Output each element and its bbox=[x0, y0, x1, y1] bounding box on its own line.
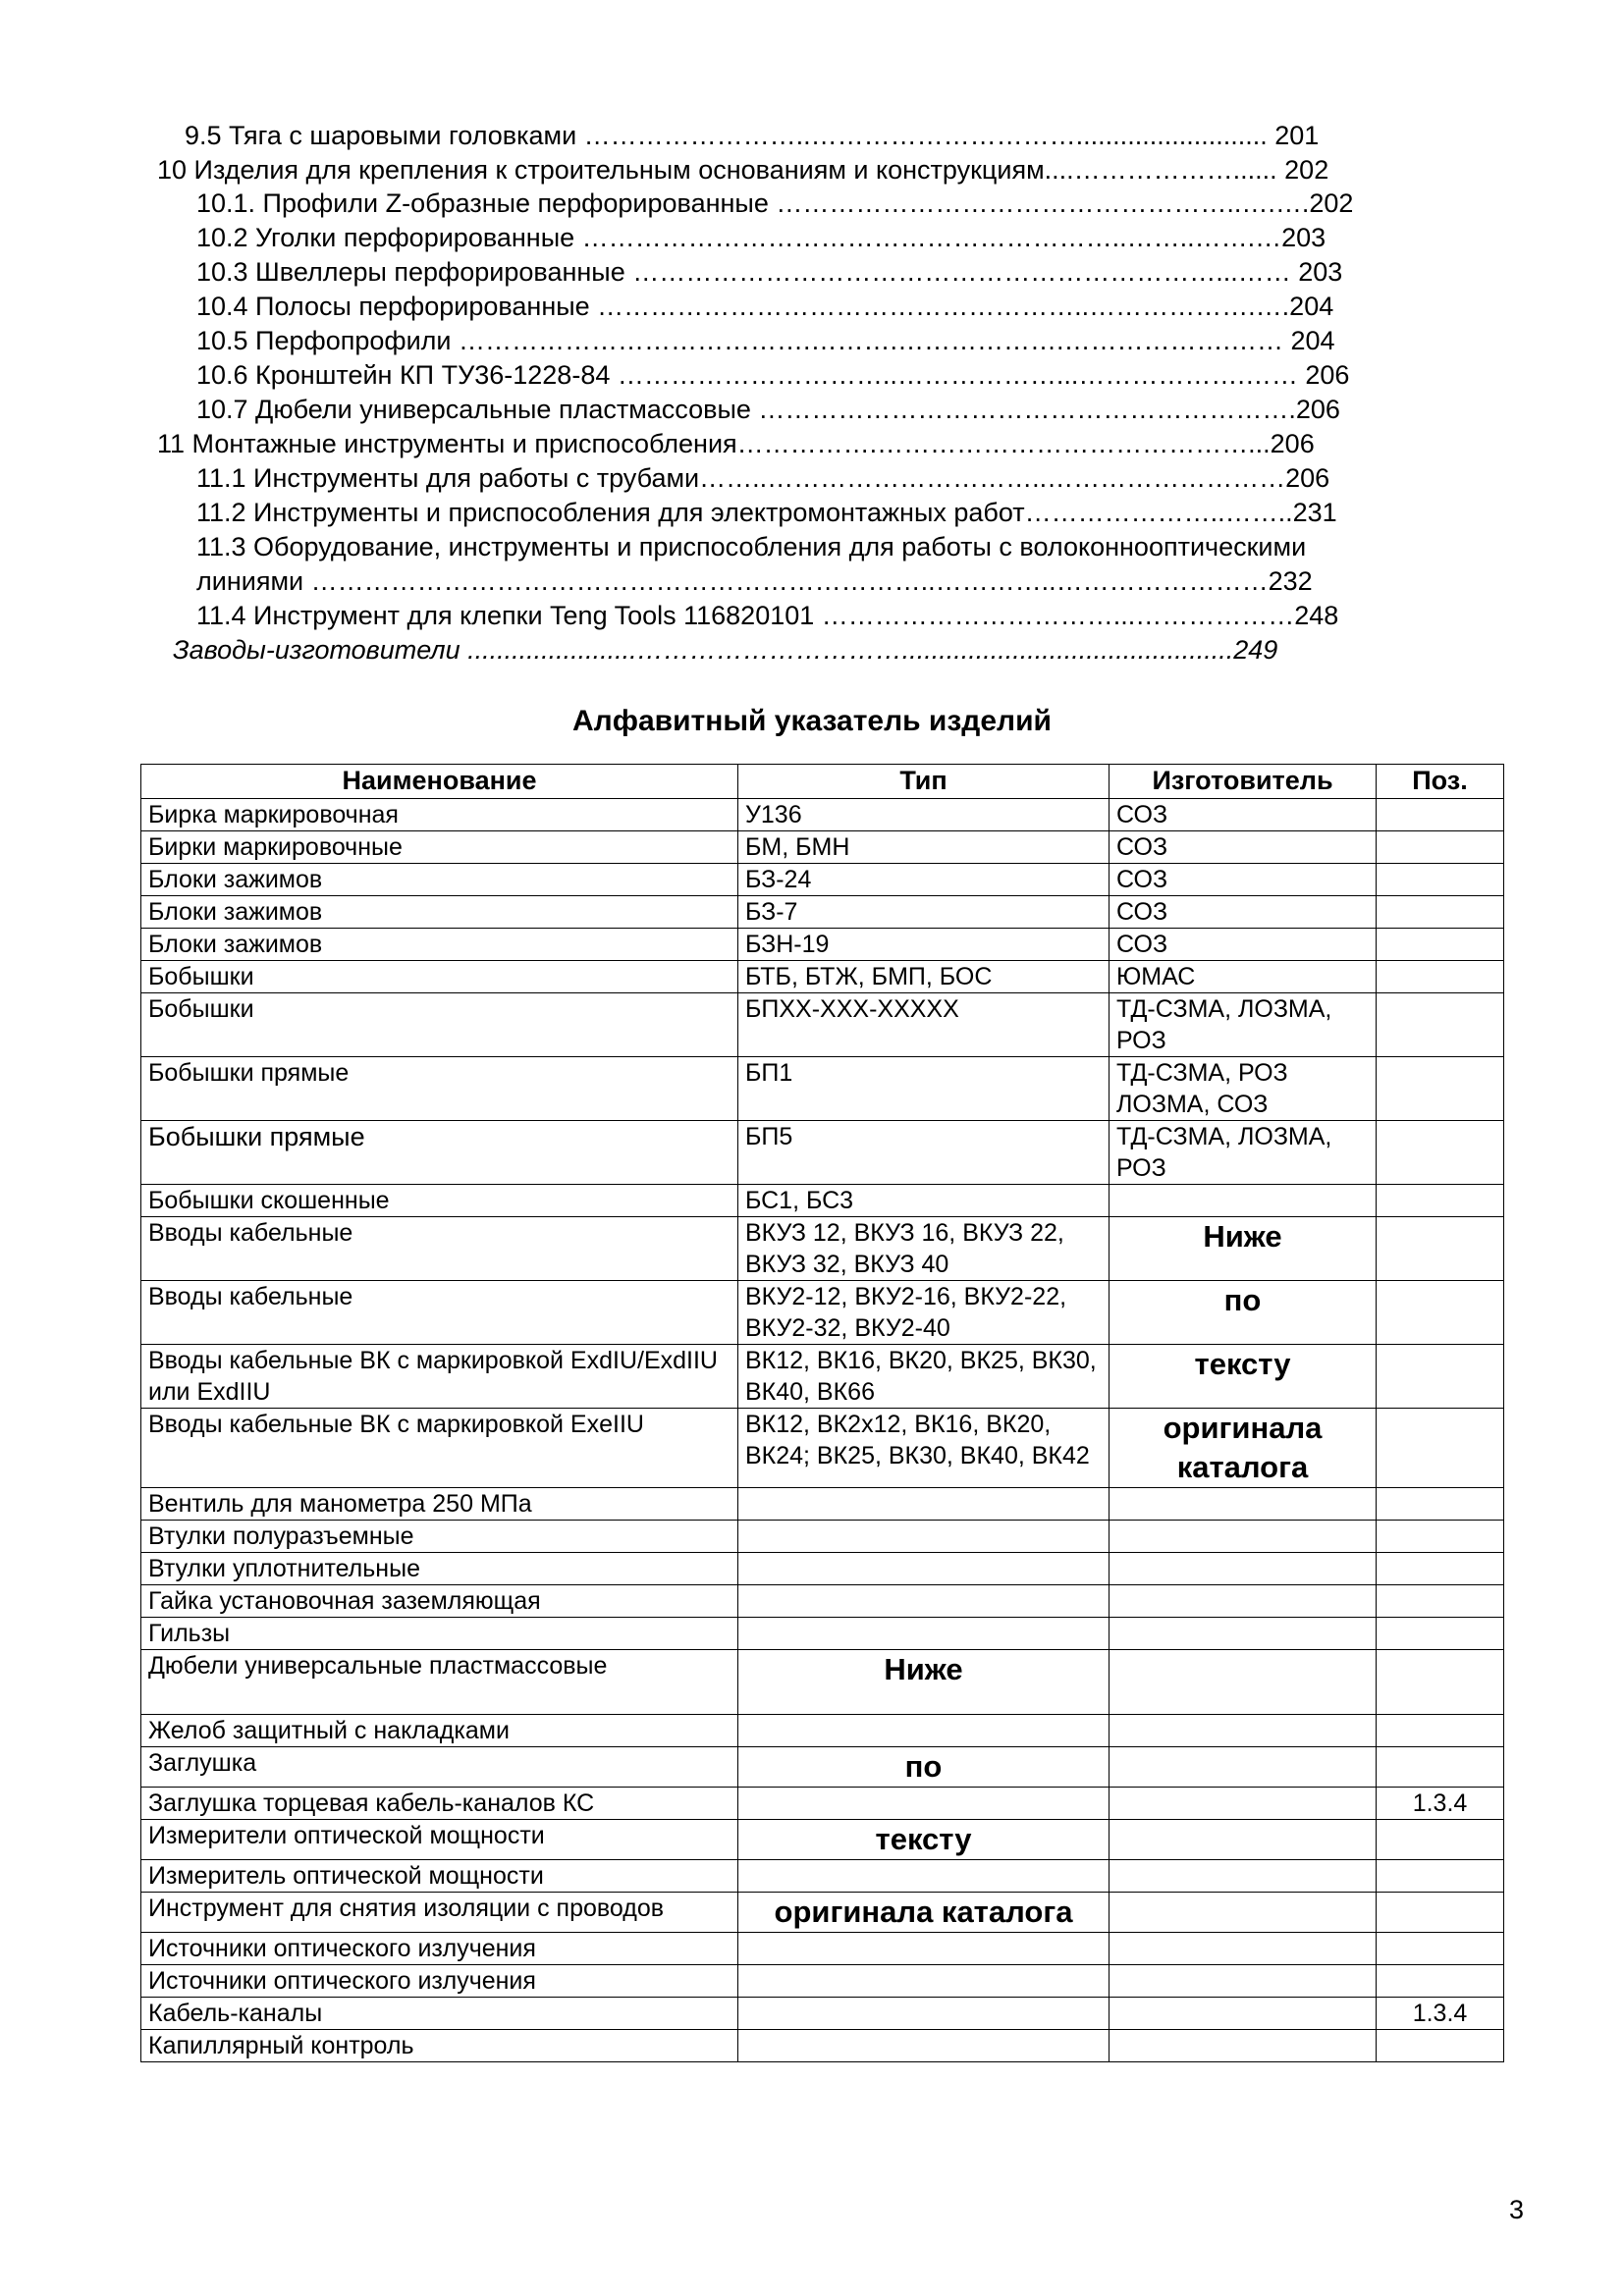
cell-name: Блоки зажимов bbox=[141, 929, 738, 961]
table-header-row bbox=[141, 765, 1504, 799]
toc-entry: 11.2 Инструменты и приспособления для электромонтажных работ…………………..……..231 bbox=[196, 498, 1337, 527]
cell-type: БПХХ-ХХХ-ХХХХХ bbox=[738, 993, 1110, 1057]
cell-pos: 1.3.4 bbox=[1377, 1998, 1504, 2030]
toc-entry: 10.2 Уголки перфорированные ……………………………………………………..……..…….…203 bbox=[196, 223, 1326, 252]
cell-type bbox=[738, 1585, 1110, 1618]
cell-maker: ТД-СЗМА, ЛОЗМА, РОЗ bbox=[1110, 1121, 1377, 1185]
cell-type bbox=[738, 1998, 1110, 2030]
cell-pos bbox=[1377, 961, 1504, 993]
cell-pos bbox=[1377, 1650, 1504, 1715]
page-number: 3 bbox=[1508, 2195, 1524, 2224]
table-row bbox=[141, 1893, 1504, 1933]
cell-pos bbox=[1377, 864, 1504, 896]
cell-maker: ТД-СЗМА, ЛОЗМА, РОЗ bbox=[1110, 993, 1377, 1057]
cell-maker: оригинала каталога bbox=[1110, 1409, 1377, 1488]
cell-maker bbox=[1110, 1618, 1377, 1650]
table-row bbox=[141, 1553, 1504, 1585]
cell-pos bbox=[1377, 1618, 1504, 1650]
cell-name: Бобышки прямые bbox=[141, 1121, 738, 1185]
column-header: Изготовитель bbox=[1110, 765, 1377, 799]
table-row bbox=[141, 1618, 1504, 1650]
cell-pos bbox=[1377, 1057, 1504, 1121]
cell-type: БТБ, БТЖ, БМП, БОС bbox=[738, 961, 1110, 993]
toc-entry: 11 Монтажные инструменты и приспособления…………….……………………………………...206 bbox=[157, 429, 1315, 458]
cell-name: Измеритель оптической мощности bbox=[141, 1860, 738, 1893]
table-row bbox=[141, 1185, 1504, 1217]
cell-maker: ТД-СЗМА, РОЗ ЛОЗМА, СОЗ bbox=[1110, 1057, 1377, 1121]
cell-type bbox=[738, 1618, 1110, 1650]
table-row bbox=[141, 1521, 1504, 1553]
cell-maker bbox=[1110, 1820, 1377, 1860]
table-row bbox=[141, 1409, 1504, 1488]
cell-maker bbox=[1110, 1965, 1377, 1998]
cell-name: Бобышки прямые bbox=[141, 1057, 738, 1121]
toc-entry: 10.4 Полосы перфорированные ………………………………………………..……………….….204 bbox=[196, 292, 1334, 321]
cell-type: БЗ-7 bbox=[738, 896, 1110, 929]
cell-name: Желоб защитный с накладками bbox=[141, 1715, 738, 1747]
toc-entry: 11.1 Инструменты для работы с трубами……..…………………………..………………………206 bbox=[196, 463, 1330, 493]
table-row bbox=[141, 1788, 1504, 1820]
toc-entry: 11.3 Оборудование, инструменты и приспособления для работы с волоконнооптическими bbox=[196, 532, 1307, 561]
cell-pos bbox=[1377, 1409, 1504, 1488]
table-row bbox=[141, 1281, 1504, 1345]
cell-type bbox=[738, 1553, 1110, 1585]
cell-maker bbox=[1110, 1933, 1377, 1965]
cell-pos bbox=[1377, 1933, 1504, 1965]
cell-pos bbox=[1377, 1585, 1504, 1618]
cell-maker: СОЗ bbox=[1110, 896, 1377, 929]
table-row bbox=[141, 1345, 1504, 1409]
cell-pos bbox=[1377, 993, 1504, 1057]
cell-pos bbox=[1377, 896, 1504, 929]
table-row bbox=[141, 1820, 1504, 1860]
table-row bbox=[141, 1933, 1504, 1965]
cell-name: Бобышки скошенные bbox=[141, 1185, 738, 1217]
cell-type bbox=[738, 1933, 1110, 1965]
toc-entry: 10.3 Швеллеры перфорированные …………………………………………………………...…… 203 bbox=[196, 257, 1343, 287]
product-index-table bbox=[140, 764, 1504, 2062]
cell-maker bbox=[1110, 1715, 1377, 1747]
cell-type: по bbox=[738, 1747, 1110, 1788]
table-row bbox=[141, 1121, 1504, 1185]
cell-type bbox=[738, 1788, 1110, 1820]
cell-maker bbox=[1110, 1553, 1377, 1585]
cell-type bbox=[738, 1521, 1110, 1553]
cell-maker bbox=[1110, 2030, 1377, 2062]
cell-maker bbox=[1110, 1893, 1377, 1933]
table-row bbox=[141, 1860, 1504, 1893]
toc-entry: 10.7 Дюбели универсальные пластмассовые …………………………………………………….206 bbox=[196, 395, 1340, 424]
cell-maker bbox=[1110, 1521, 1377, 1553]
cell-type: ВК12, ВК2х12, ВК16, ВК20, ВК24; ВК25, ВК30, ВК40, ВК42 bbox=[738, 1409, 1110, 1488]
table-row bbox=[141, 1965, 1504, 1998]
cell-type: БС1, БС3 bbox=[738, 1185, 1110, 1217]
index-title: Алфавитный указатель изделий bbox=[572, 705, 1052, 737]
table-row bbox=[141, 1715, 1504, 1747]
table-row bbox=[141, 896, 1504, 929]
toc-entry: 10.1. Профили Z-образные перфорированные ……………………………………………..….….202 bbox=[196, 188, 1354, 218]
cell-pos bbox=[1377, 1185, 1504, 1217]
table-row bbox=[141, 993, 1504, 1057]
toc-entry: 9.5 Тяга с шаровыми головками ……………………..………………………….......................... 201 bbox=[185, 121, 1320, 150]
cell-maker: тексту bbox=[1110, 1345, 1377, 1409]
toc-entry: 10 Изделия для крепления к строительным основаниям и конструкциям....………………...... 202 bbox=[157, 155, 1329, 185]
cell-type: оригинала каталога bbox=[738, 1893, 1110, 1933]
table-row bbox=[141, 2030, 1504, 2062]
cell-name: Источники оптического излучения bbox=[141, 1965, 738, 1998]
cell-pos bbox=[1377, 2030, 1504, 2062]
cell-pos bbox=[1377, 1281, 1504, 1345]
cell-name: Инструмент для снятия изоляции с проводов bbox=[141, 1893, 738, 1933]
cell-pos bbox=[1377, 1715, 1504, 1747]
toc-entry: Заводы-изготовители .......................………………………….............................................249 bbox=[173, 635, 1278, 665]
cell-name: Гайка установочная заземляющая bbox=[141, 1585, 738, 1618]
cell-name: Бобышки bbox=[141, 961, 738, 993]
table-row bbox=[141, 1057, 1504, 1121]
cell-maker bbox=[1110, 1488, 1377, 1521]
cell-pos bbox=[1377, 1217, 1504, 1281]
cell-type: У136 bbox=[738, 799, 1110, 831]
cell-maker: СОЗ bbox=[1110, 799, 1377, 831]
cell-pos bbox=[1377, 1121, 1504, 1185]
table-row bbox=[141, 1650, 1504, 1715]
cell-type: Ниже bbox=[738, 1650, 1110, 1715]
cell-type bbox=[738, 1715, 1110, 1747]
cell-maker: СОЗ bbox=[1110, 864, 1377, 896]
cell-name: Кабель-каналы bbox=[141, 1998, 738, 2030]
column-header: Тип bbox=[738, 765, 1110, 799]
table-row bbox=[141, 1488, 1504, 1521]
cell-pos bbox=[1377, 1521, 1504, 1553]
cell-name: Вводы кабельные ВК с маркировкой ExdIU/ExdIIU или ExdIIU bbox=[141, 1345, 738, 1409]
column-header: Наименование bbox=[141, 765, 738, 799]
toc-entry: 10.6 Кронштейн КП ТУ36-1228-84 …………………………..………………...……………….…… 206 bbox=[196, 360, 1350, 390]
table-row bbox=[141, 1217, 1504, 1281]
cell-name: Втулки полуразъемные bbox=[141, 1521, 738, 1553]
cell-maker bbox=[1110, 1585, 1377, 1618]
cell-maker bbox=[1110, 1860, 1377, 1893]
cell-type bbox=[738, 2030, 1110, 2062]
cell-name: Заглушка bbox=[141, 1747, 738, 1788]
cell-type: ВКУ2-12, ВКУ2-16, ВКУ2-22, ВКУ2-32, ВКУ2-40 bbox=[738, 1281, 1110, 1345]
cell-name: Гильзы bbox=[141, 1618, 738, 1650]
cell-type: тексту bbox=[738, 1820, 1110, 1860]
cell-pos bbox=[1377, 831, 1504, 864]
cell-name: Вентиль для манометра 250 МПа bbox=[141, 1488, 738, 1521]
cell-name: Втулки уплотнительные bbox=[141, 1553, 738, 1585]
cell-name: Заглушка торцевая кабель-каналов КС bbox=[141, 1788, 738, 1820]
toc-entry: линиями ……………………………………………………………..…………..……………………232 bbox=[196, 566, 1313, 596]
cell-type: ВК12, ВК16, ВК20, ВК25, ВК30, ВК40, ВК66 bbox=[738, 1345, 1110, 1409]
cell-pos bbox=[1377, 1893, 1504, 1933]
cell-pos bbox=[1377, 1345, 1504, 1409]
cell-maker: Ниже bbox=[1110, 1217, 1377, 1281]
cell-name: Бирка маркировочная bbox=[141, 799, 738, 831]
cell-type: БМ, БМН bbox=[738, 831, 1110, 864]
cell-name: Блоки зажимов bbox=[141, 864, 738, 896]
table-row bbox=[141, 831, 1504, 864]
cell-pos bbox=[1377, 929, 1504, 961]
table-row bbox=[141, 1747, 1504, 1788]
cell-pos bbox=[1377, 1965, 1504, 1998]
table-row bbox=[141, 961, 1504, 993]
cell-maker bbox=[1110, 1788, 1377, 1820]
table-row bbox=[141, 1585, 1504, 1618]
cell-name: Вводы кабельные ВК с маркировкой ExeIIU bbox=[141, 1409, 738, 1488]
cell-pos bbox=[1377, 1820, 1504, 1860]
table-row bbox=[141, 799, 1504, 831]
cell-pos bbox=[1377, 799, 1504, 831]
cell-name: Капиллярный контроль bbox=[141, 2030, 738, 2062]
cell-maker bbox=[1110, 1747, 1377, 1788]
cell-type: БП1 bbox=[738, 1057, 1110, 1121]
cell-type: БЗН-19 bbox=[738, 929, 1110, 961]
cell-name: Источники оптического излучения bbox=[141, 1933, 738, 1965]
cell-name: Бирки маркировочные bbox=[141, 831, 738, 864]
table-row bbox=[141, 1998, 1504, 2030]
cell-pos: 1.3.4 bbox=[1377, 1788, 1504, 1820]
cell-pos bbox=[1377, 1553, 1504, 1585]
toc-entry: 11.4 Инструмент для клепки Teng Tools 116820101 ……………………………...………………248 bbox=[196, 601, 1339, 630]
cell-maker: СОЗ bbox=[1110, 929, 1377, 961]
table-row bbox=[141, 929, 1504, 961]
cell-type bbox=[738, 1965, 1110, 1998]
cell-maker: ЮМАС bbox=[1110, 961, 1377, 993]
cell-type: БП5 bbox=[738, 1121, 1110, 1185]
cell-name: Вводы кабельные bbox=[141, 1281, 738, 1345]
cell-maker bbox=[1110, 1650, 1377, 1715]
cell-name: Вводы кабельные bbox=[141, 1217, 738, 1281]
cell-pos bbox=[1377, 1747, 1504, 1788]
cell-pos bbox=[1377, 1860, 1504, 1893]
cell-pos bbox=[1377, 1488, 1504, 1521]
cell-name: Бобышки bbox=[141, 993, 738, 1057]
cell-maker: СОЗ bbox=[1110, 831, 1377, 864]
cell-name: Блоки зажимов bbox=[141, 896, 738, 929]
cell-type bbox=[738, 1860, 1110, 1893]
cell-maker bbox=[1110, 1998, 1377, 2030]
column-header: Поз. bbox=[1377, 765, 1504, 799]
cell-maker: по bbox=[1110, 1281, 1377, 1345]
cell-name: Измерители оптической мощности bbox=[141, 1820, 738, 1860]
cell-type: БЗ-24 bbox=[738, 864, 1110, 896]
cell-maker bbox=[1110, 1185, 1377, 1217]
toc-entry: 10.5 Перфопрофили ………………………………….……….……………….……………….…… 204 bbox=[196, 326, 1335, 355]
table-row bbox=[141, 864, 1504, 896]
cell-type: ВКУЗ 12, ВКУЗ 16, ВКУЗ 22, ВКУЗ 32, ВКУЗ 40 bbox=[738, 1217, 1110, 1281]
cell-type bbox=[738, 1488, 1110, 1521]
cell-name: Дюбели универсальные пластмассовые bbox=[141, 1650, 738, 1715]
